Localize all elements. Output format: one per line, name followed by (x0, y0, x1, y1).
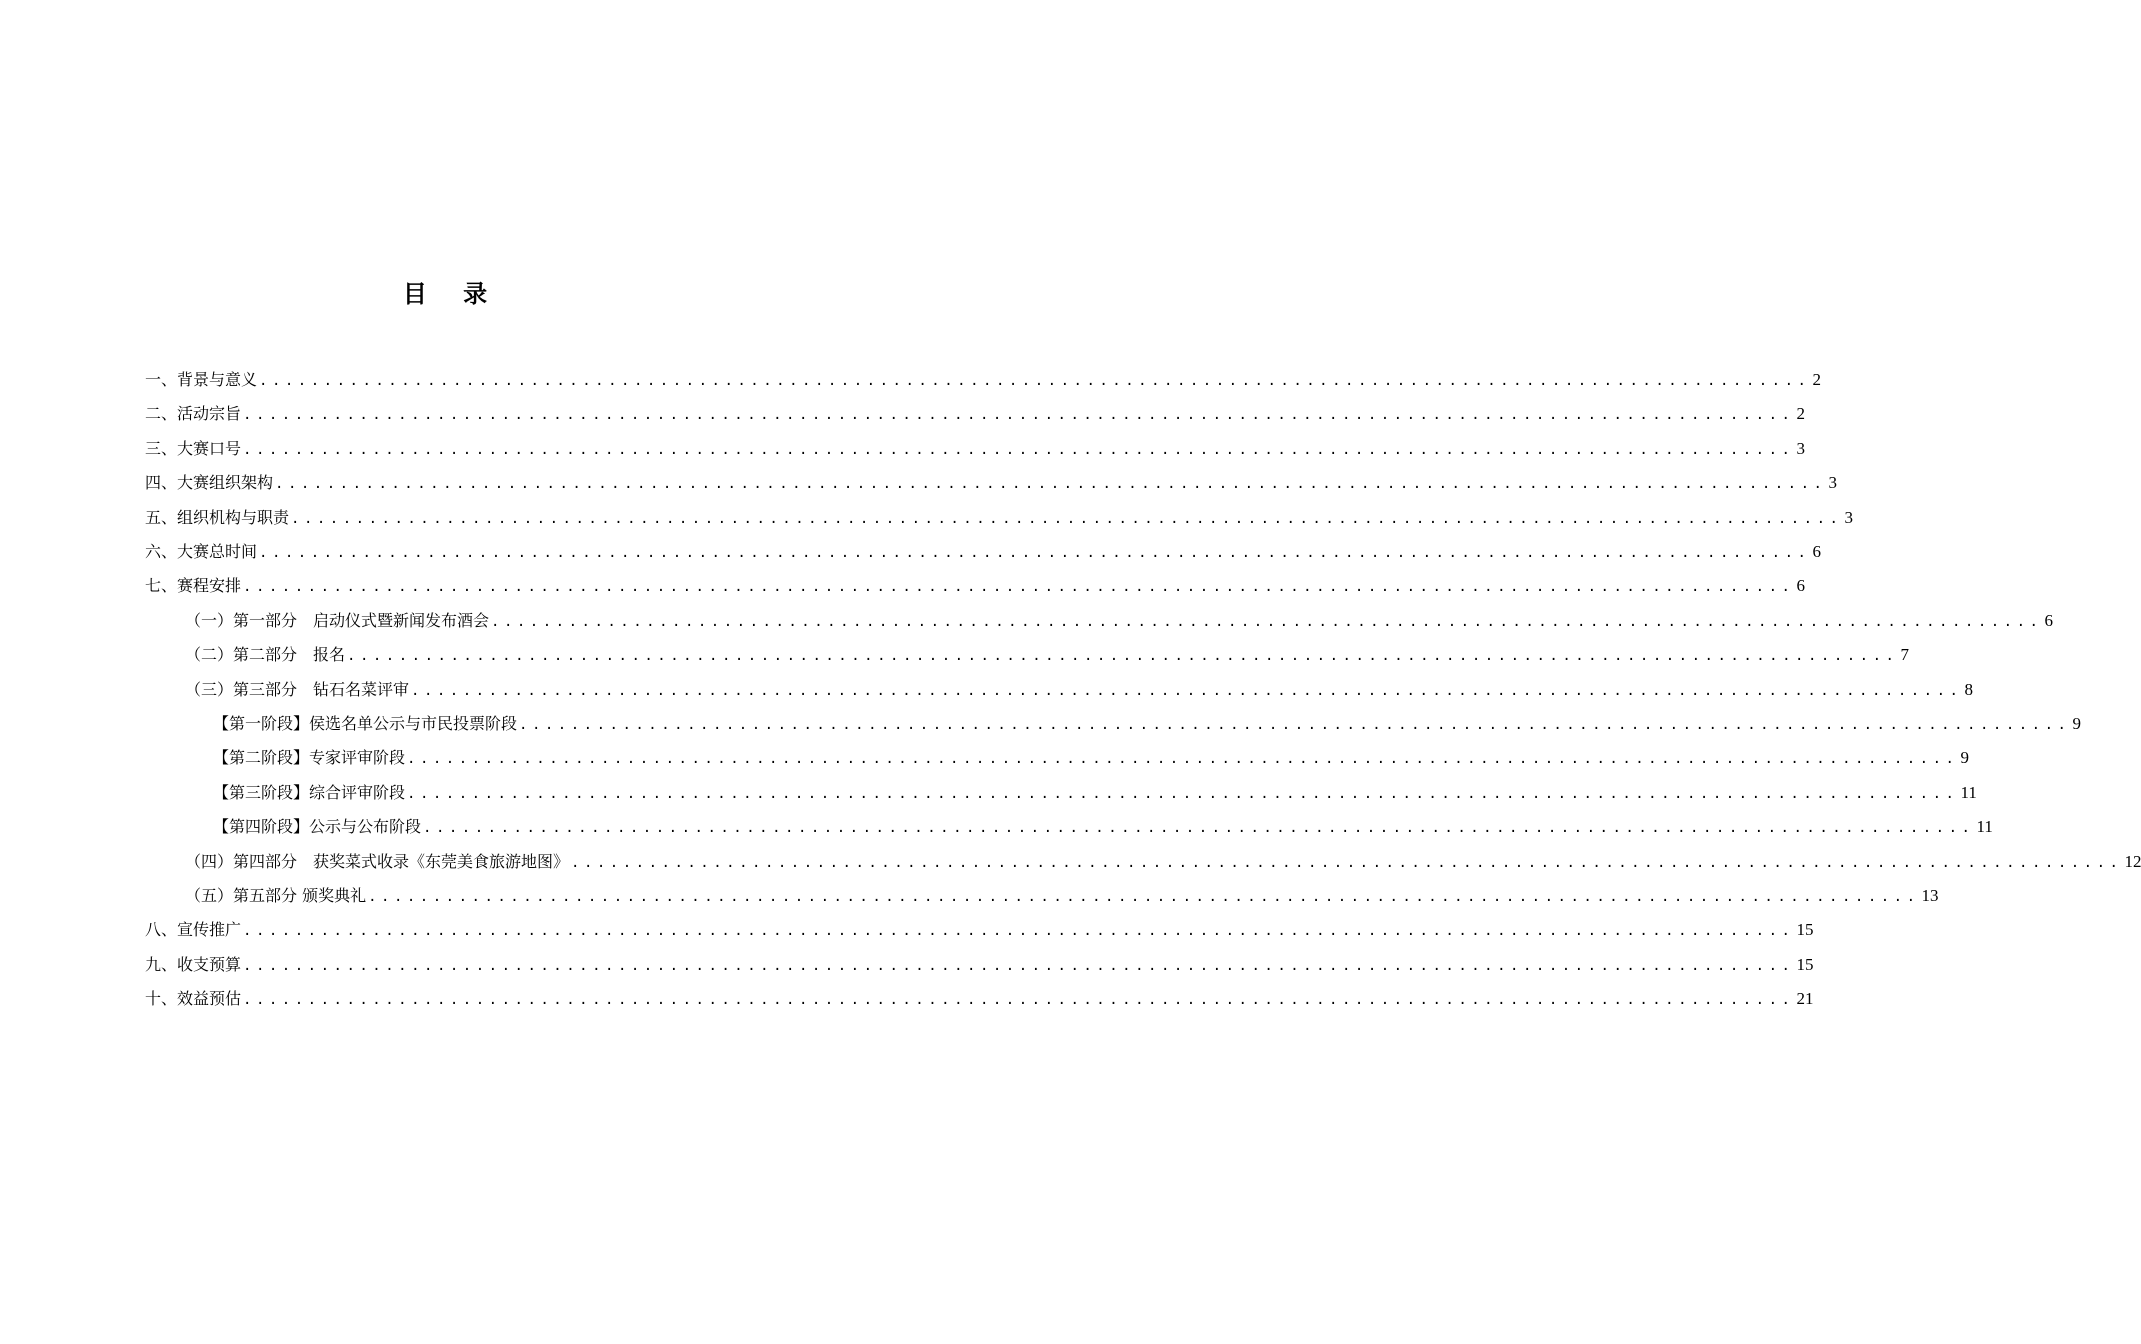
toc-page-number: 3 (1844, 507, 1853, 527)
toc-entry[interactable] (185, 604, 2053, 638)
toc-dot-leader: ........................................................................................................................ (259, 545, 1811, 561)
toc-page-number: 9 (1960, 748, 1969, 768)
toc-page-number: 6 (2044, 610, 2053, 630)
toc-page-number: 7 (1900, 645, 1909, 665)
toc-entry-title: （二）第二部分 报名 (185, 645, 346, 665)
toc-entry-title: （四）第四部分 获奖菜式收录《东莞美食旅游地图》 (185, 851, 570, 871)
toc-dot-leader: ........................................................................................................................ (571, 854, 2123, 871)
toc-entry[interactable] (145, 397, 1805, 431)
toc-entry[interactable] (145, 913, 1814, 947)
toc-page-number: 11 (1976, 817, 1993, 837)
toc-entry[interactable] (213, 810, 1993, 844)
toc-page-number: 9 (2072, 714, 2081, 733)
toc-entry[interactable] (145, 982, 1814, 1016)
toc-entry-title: 一、背景与意义 (145, 370, 258, 389)
toc-entry[interactable] (145, 363, 1821, 397)
toc-entry-title: 【第三阶段】综合评审阶段 (213, 782, 406, 802)
toc-page-number: 13 (1921, 886, 1939, 905)
toc-entry[interactable] (185, 673, 1973, 707)
toc-entry[interactable] (185, 638, 1909, 672)
toc-page-number: 12 (2124, 851, 2141, 871)
toc-page-number: 8 (1964, 679, 1973, 699)
toc-entry[interactable] (185, 845, 2141, 879)
toc-dot-leader: ........................................................................................................................ (243, 957, 1795, 974)
toc-dot-leader: ........................................................................................................................ (243, 407, 1795, 424)
toc-entry[interactable] (145, 569, 1805, 603)
toc-entry-title: 【第二阶段】专家评审阶段 (213, 748, 406, 768)
toc-entry-title: 【第一阶段】侯选名单公示与市民投票阶段 (213, 714, 518, 733)
toc-dot-leader: ........................................................................................................................ (411, 682, 1963, 699)
toc-entry[interactable] (145, 501, 1853, 535)
toc-dot-leader: ........................................................................................................................ (243, 923, 1795, 940)
toc-dot-leader: ........................................................................................................................ (519, 717, 2071, 733)
toc-entry-title: 四、大赛组织架构 (145, 473, 274, 493)
toc-page-number: 6 (1812, 542, 1821, 561)
toc-entry[interactable] (213, 707, 2081, 741)
toc-entry-title: 五、组织机构与职责 (145, 507, 290, 527)
toc-page-number: 6 (1796, 576, 1805, 596)
toc-dot-leader: ........................................................................................................................ (243, 992, 1795, 1009)
toc-dot-leader: ........................................................................................................................ (275, 476, 1827, 493)
toc-page-number: 2 (1812, 370, 1821, 389)
toc-entry[interactable] (185, 879, 1939, 913)
toc-page-number: 3 (1828, 473, 1837, 493)
toc-entry-title: 七、赛程安排 (145, 576, 242, 596)
toc-entry-title: 十、效益预估 (145, 989, 242, 1009)
toc-entry-title: （三）第三部分 钻石名菜评审 (185, 679, 410, 699)
toc-page-number: 3 (1796, 438, 1805, 458)
toc-page-number: 11 (1960, 782, 1977, 802)
toc-entry[interactable] (213, 776, 1977, 810)
toc-dot-leader: ........................................................................................................................ (291, 510, 1843, 527)
toc-entry-title: 二、活动宗旨 (145, 404, 242, 424)
toc-entry[interactable] (145, 535, 1821, 569)
toc-entry-title: （一）第一部分 启动仪式暨新闻发布酒会 (185, 610, 490, 630)
toc-entry-title: 九、收支预算 (145, 954, 242, 974)
toc-dot-leader: ........................................................................................................................ (347, 648, 1899, 665)
toc-entry-title: 六、大赛总时间 (145, 542, 258, 561)
toc-entry-title: 三、大赛口号 (145, 438, 242, 458)
toc-page-number: 2 (1796, 404, 1805, 424)
toc-dot-leader: ........................................................................................................................ (407, 751, 1959, 768)
toc-entry[interactable] (145, 432, 1805, 466)
toc-dot-leader: ........................................................................................................................ (243, 441, 1795, 458)
page-title: 目 录 (402, 279, 502, 308)
toc-entry-title: 八、宣传推广 (145, 920, 242, 940)
toc-entry[interactable] (213, 741, 1969, 775)
toc-entry-title: 【第四阶段】公示与公布阶段 (213, 817, 422, 837)
toc-entry[interactable] (145, 948, 1814, 982)
toc-entry-title: （五）第五部分 颁奖典礼 (185, 886, 367, 905)
toc-page-number: 21 (1796, 989, 1814, 1009)
toc-page-number: 15 (1796, 954, 1814, 974)
toc-dot-leader: ........................................................................................................................ (407, 785, 1959, 802)
toc-dot-leader: ........................................................................................................................ (259, 373, 1811, 389)
toc-dot-leader: ........................................................................................................................ (243, 579, 1795, 596)
toc-entry[interactable] (145, 466, 1837, 500)
toc-dot-leader: ........................................................................................................................ (423, 820, 1975, 837)
toc-page-number: 15 (1796, 920, 1814, 940)
toc-dot-leader: ........................................................................................................................ (368, 889, 1920, 905)
toc-dot-leader: ........................................................................................................................ (491, 613, 2043, 630)
